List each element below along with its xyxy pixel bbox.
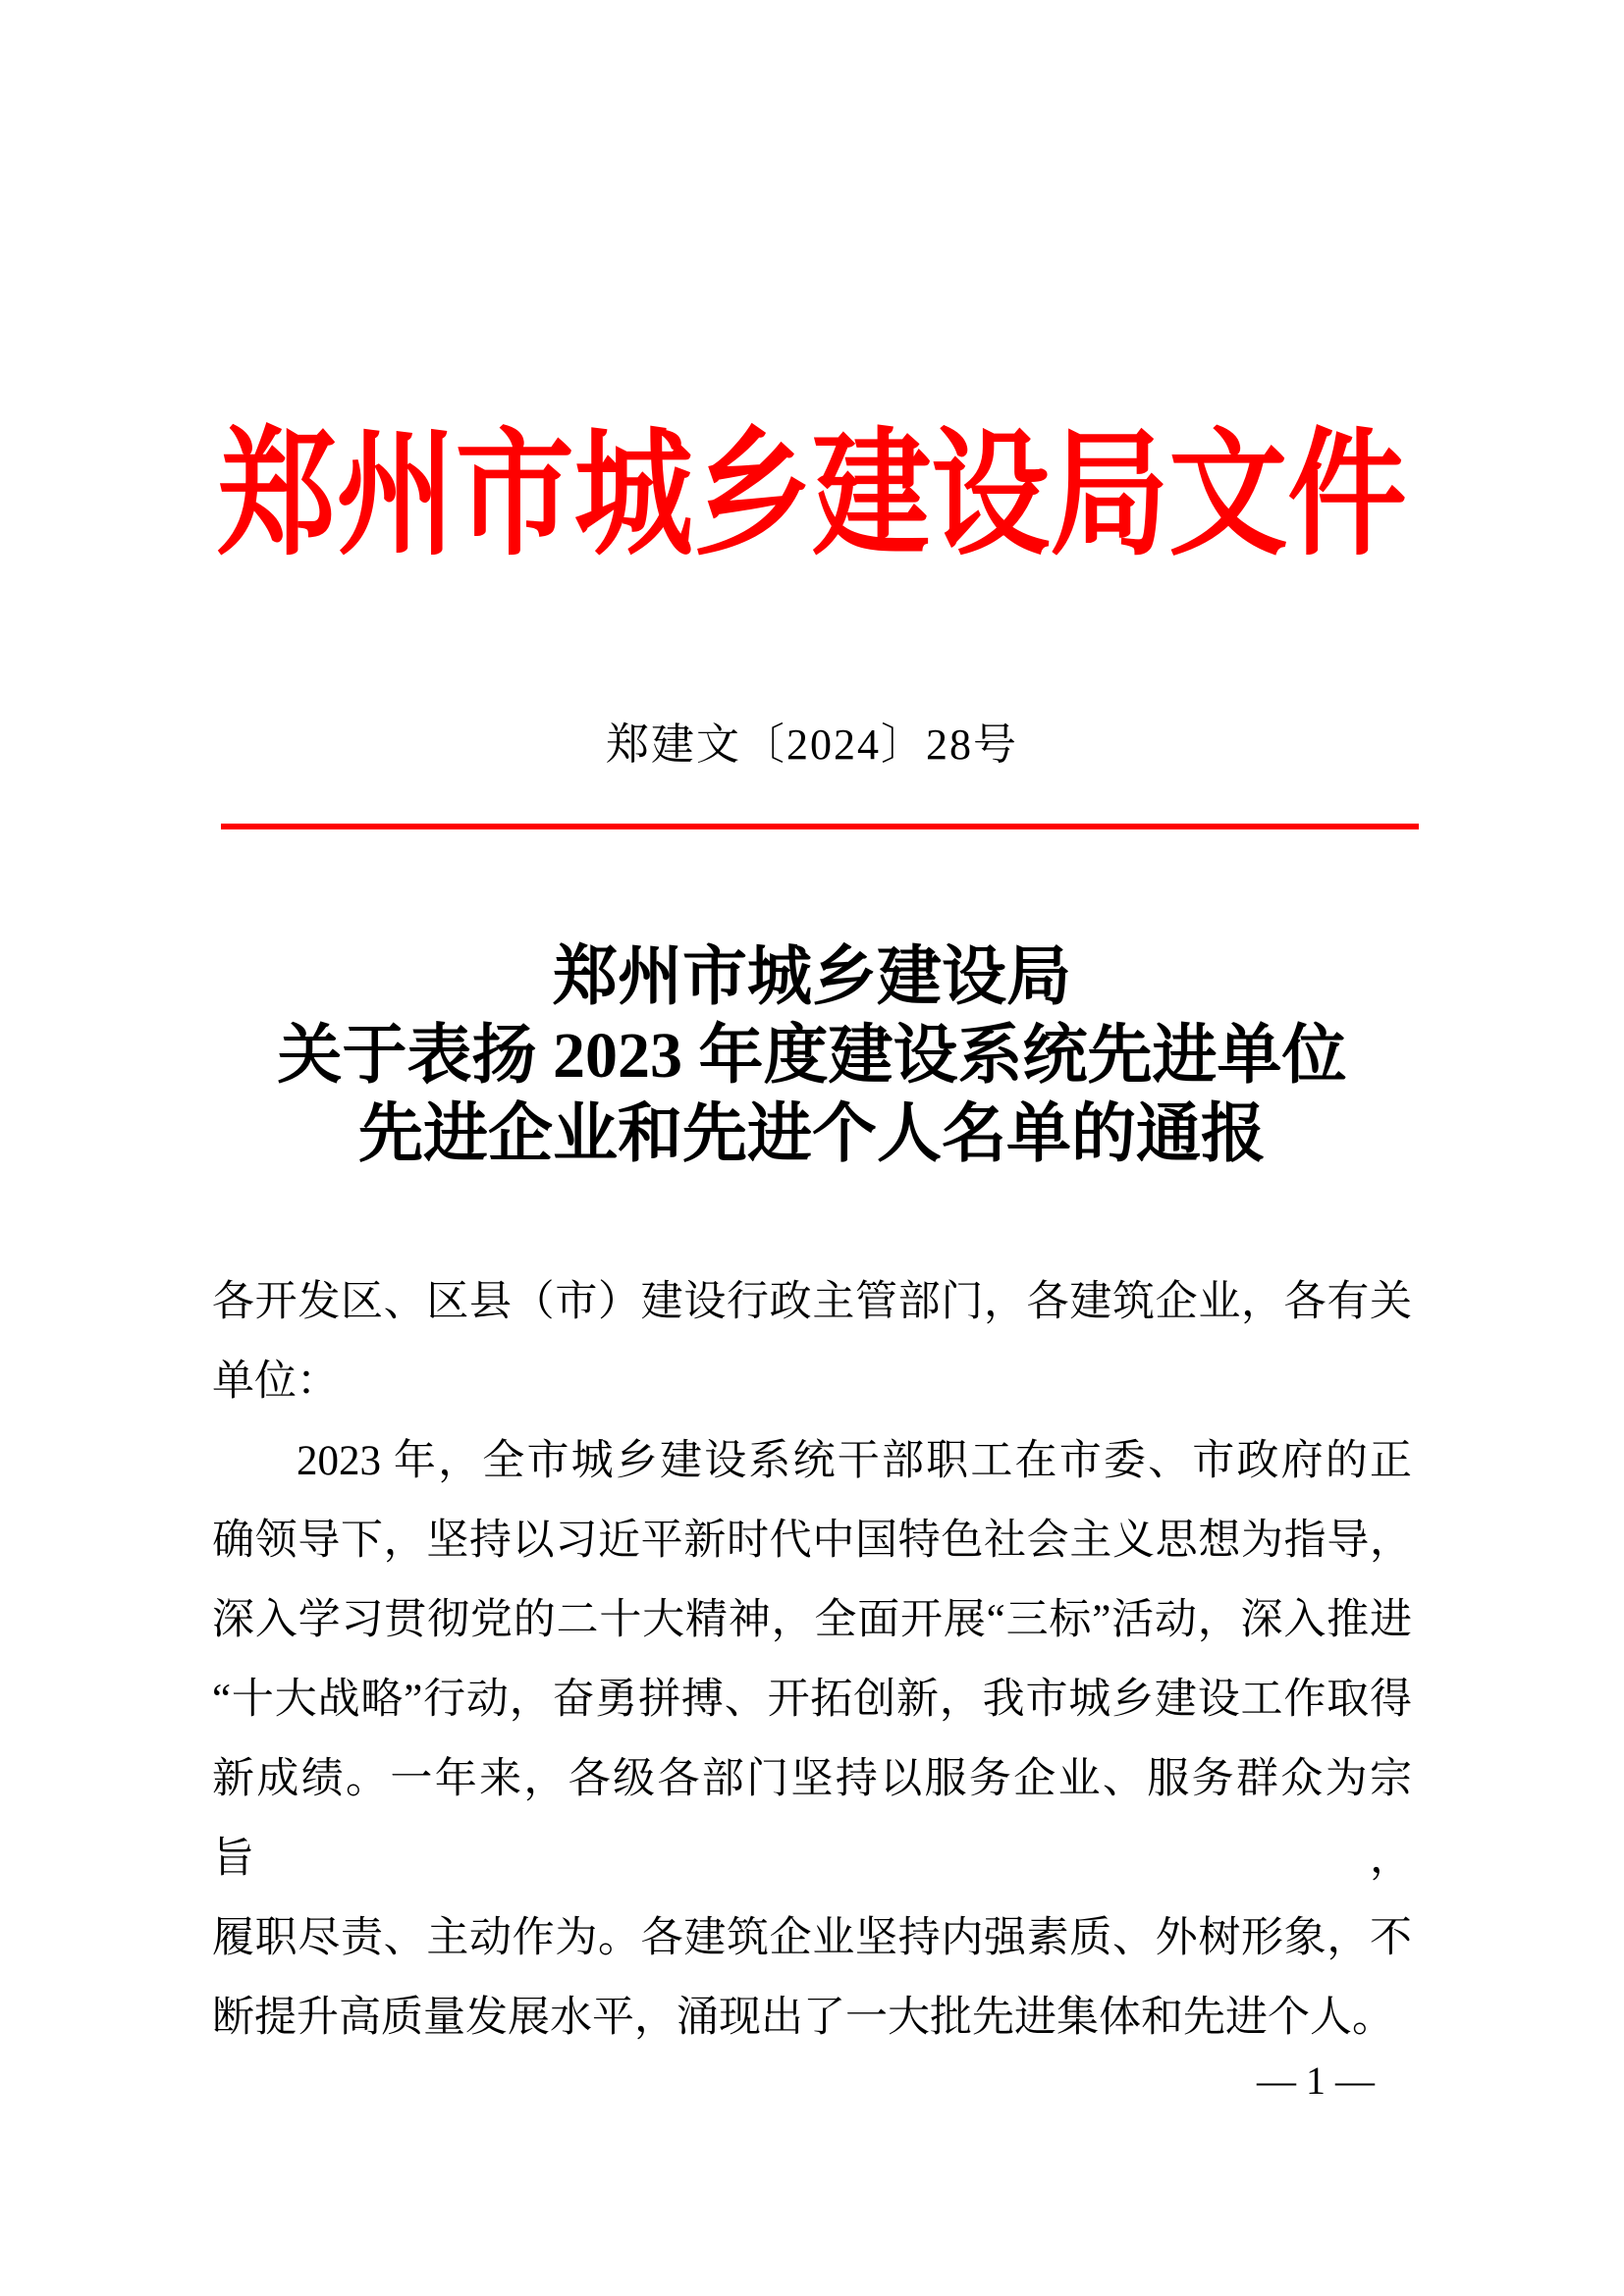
- letterhead-title: 郑州市城乡建设局文件: [217, 420, 1407, 572]
- body-line-salutation-end: 单位：: [212, 1359, 339, 1405]
- body-line-paragraph: 2023 年，全市城乡建设系统干部职工在市委、市政府的正: [297, 1438, 1412, 1484]
- body-line-paragraph: 新成绩。一年来，各级各部门坚持以服务企业、服务群众为宗旨，: [212, 1756, 1412, 1882]
- document-title: [0, 938, 1624, 1174]
- body-line-paragraph: 深入学习贯彻党的二十大精神，全面开展“三标”活动，深入推进: [212, 1597, 1412, 1643]
- document-number: 郑建文〔2024〕28号: [606, 721, 1018, 769]
- document-title-line-3: 先进企业和先进个人名单的通报: [358, 1098, 1266, 1170]
- body-line-paragraph: 履职尽责、主动作为。各建筑企业坚持内强素质、外树形象，不: [212, 1915, 1412, 1961]
- page-number: — 1 —: [1257, 2058, 1375, 2103]
- red-separator-line: [221, 824, 1419, 829]
- body-line-paragraph: “十大战略”行动，奋勇拼搏、开拓创新，我市城乡建设工作取得: [212, 1677, 1412, 1723]
- body-line-paragraph: 确领导下，坚持以习近平新时代中国特色社会主义思想为指导，: [212, 1518, 1412, 1564]
- document-title-line-1: 郑州市城乡建设局: [553, 941, 1071, 1013]
- document-title-line-2: 关于表扬 2023 年度建设系统先进单位: [277, 1020, 1347, 1092]
- body-line-salutation: 各开发区、区县（市）建设行政主管部门，各建筑企业，各有关: [212, 1279, 1412, 1325]
- body-line-paragraph-end: 断提升高质量发展水平，涌现出了一大批先进集体和先进个人。: [212, 1995, 1394, 2041]
- document-body: [212, 1262, 1412, 2057]
